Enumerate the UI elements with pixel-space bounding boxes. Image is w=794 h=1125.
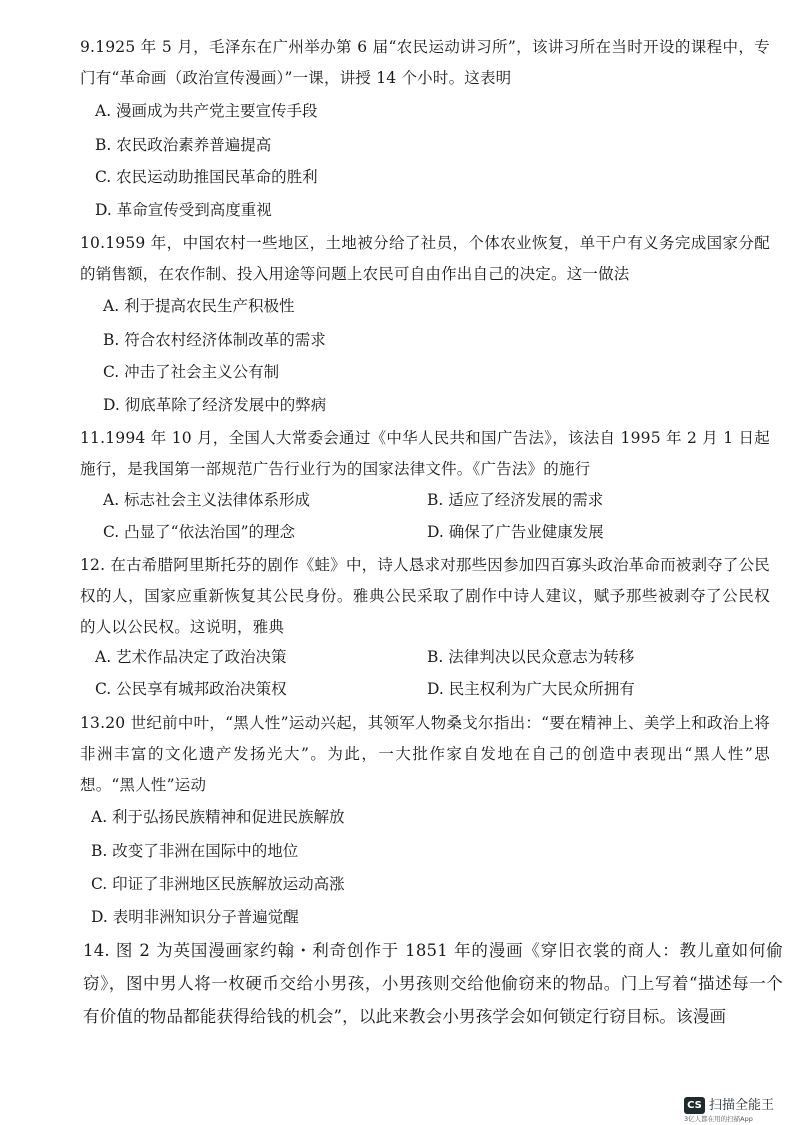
question-12-option-a: A. 艺术作品决定了政治决策 [95, 648, 287, 666]
question-13-stem: 13.20 世纪前中叶，“黑人性”运动兴起，其领军人物桑戈尔指出：“要在精神上、美学上和政治上将非洲丰富的文化遗产发扬光大”。为此，一大批作家自发地在自己的创造中表现出“黑人性”思想。“黑人性”运动 [80, 714, 770, 794]
question-12-stem: 12. 在古希腊阿里斯托芬的剧作《蛙》中，诗人恳求对那些因参加四百寡头政治革命而被剥夺了公民权的人，国家应重新恢复其公民身份。雅典公民采取了剧作中诗人建议，赋予那些被剥夺了公民权的人以公民权。这说明，雅典 [80, 556, 770, 636]
question-11-option-c: C. 凸显了“依法治国”的理念 [103, 523, 296, 541]
question-13-option-c: C. 印证了非洲地区民族解放运动高涨 [91, 875, 345, 893]
question-10-option-a: A. 利于提高农民生产积极性 [103, 297, 295, 315]
question-12-option-d: D. 民主权利为广大民众所拥有 [427, 680, 635, 698]
question-13-option-d: D. 表明非洲知识分子普遍觉醒 [91, 908, 299, 926]
question-13-option-b: B. 改变了非洲在国际中的地位 [91, 842, 299, 860]
question-11-option-b: B. 适应了经济发展的需求 [427, 491, 604, 509]
question-12-option-c: C. 公民享有城邦政治决策权 [95, 680, 287, 698]
question-11-option-a: A. 标志社会主义法律体系形成 [103, 491, 311, 509]
question-10-stem: 10.1959 年，中国农村一些地区，土地被分给了社员，个体农业恢复，单干户有义务完成国家分配的销售额，在农作制、投入用途等问题上农民可自由作出自己的决定。这一做法 [80, 234, 770, 283]
scanner-watermark [684, 1095, 792, 1123]
question-12-option-b: B. 法律判决以民众意志为转移 [427, 648, 635, 666]
question-10-option-d: D. 彻底革除了经济发展中的弊病 [103, 396, 327, 414]
watermark-app-name: 扫描全能王 [709, 1098, 775, 1113]
question-9-option-a: A. 漫画成为共产党主要宣传手段 [95, 102, 318, 120]
question-9-option-d: D. 革命宣传受到高度重视 [95, 201, 272, 219]
question-11-option-d: D. 确保了广告业健康发展 [427, 523, 604, 541]
question-11-stem: 11.1994 年 10 月，全国人大常委会通过《中华人民共和国广告法》，该法自 1995 年 2 月 1 日起施行，是我国第一部规范广告行业行为的国家法律文件。《广告法》的施行 [80, 429, 770, 478]
watermark-tagline: 3亿人都在用的扫描App [684, 1115, 753, 1123]
camscanner-logo-icon: CS [684, 1097, 705, 1114]
question-14-stem: 14. 图 2 为英国漫画家约翰・利奇创作于 1851 年的漫画《穿旧衣裳的商人：教儿童如何偷窃》，图中男人将一枚硬币交给小男孩，小男孩则交给他偷窃来的物品。门上写着“描述每一个有价值的物品都能获得给钱的机会”，以此来教会小男孩学会如何锁定行窃目标。该漫画 [83, 941, 783, 1026]
question-13-option-a: A. 利于弘扬民族精神和促进民族解放 [91, 808, 345, 826]
question-9-option-c: C. 农民运动助推国民革命的胜利 [95, 168, 318, 186]
question-9-option-b: B. 农民政治素养普遍提高 [95, 136, 272, 154]
question-10-option-b: B. 符合农村经济体制改革的需求 [103, 331, 326, 349]
question-9-stem: 9.1925 年 5 月，毛泽东在广州举办第 6 届“农民运动讲习所”，该讲习所在当时开设的课程中，专门有“革命画（政治宣传漫画）”一课，讲授 14 个小时。这表明 [80, 38, 770, 87]
question-10-option-c: C. 冲击了社会主义公有制 [103, 363, 280, 381]
